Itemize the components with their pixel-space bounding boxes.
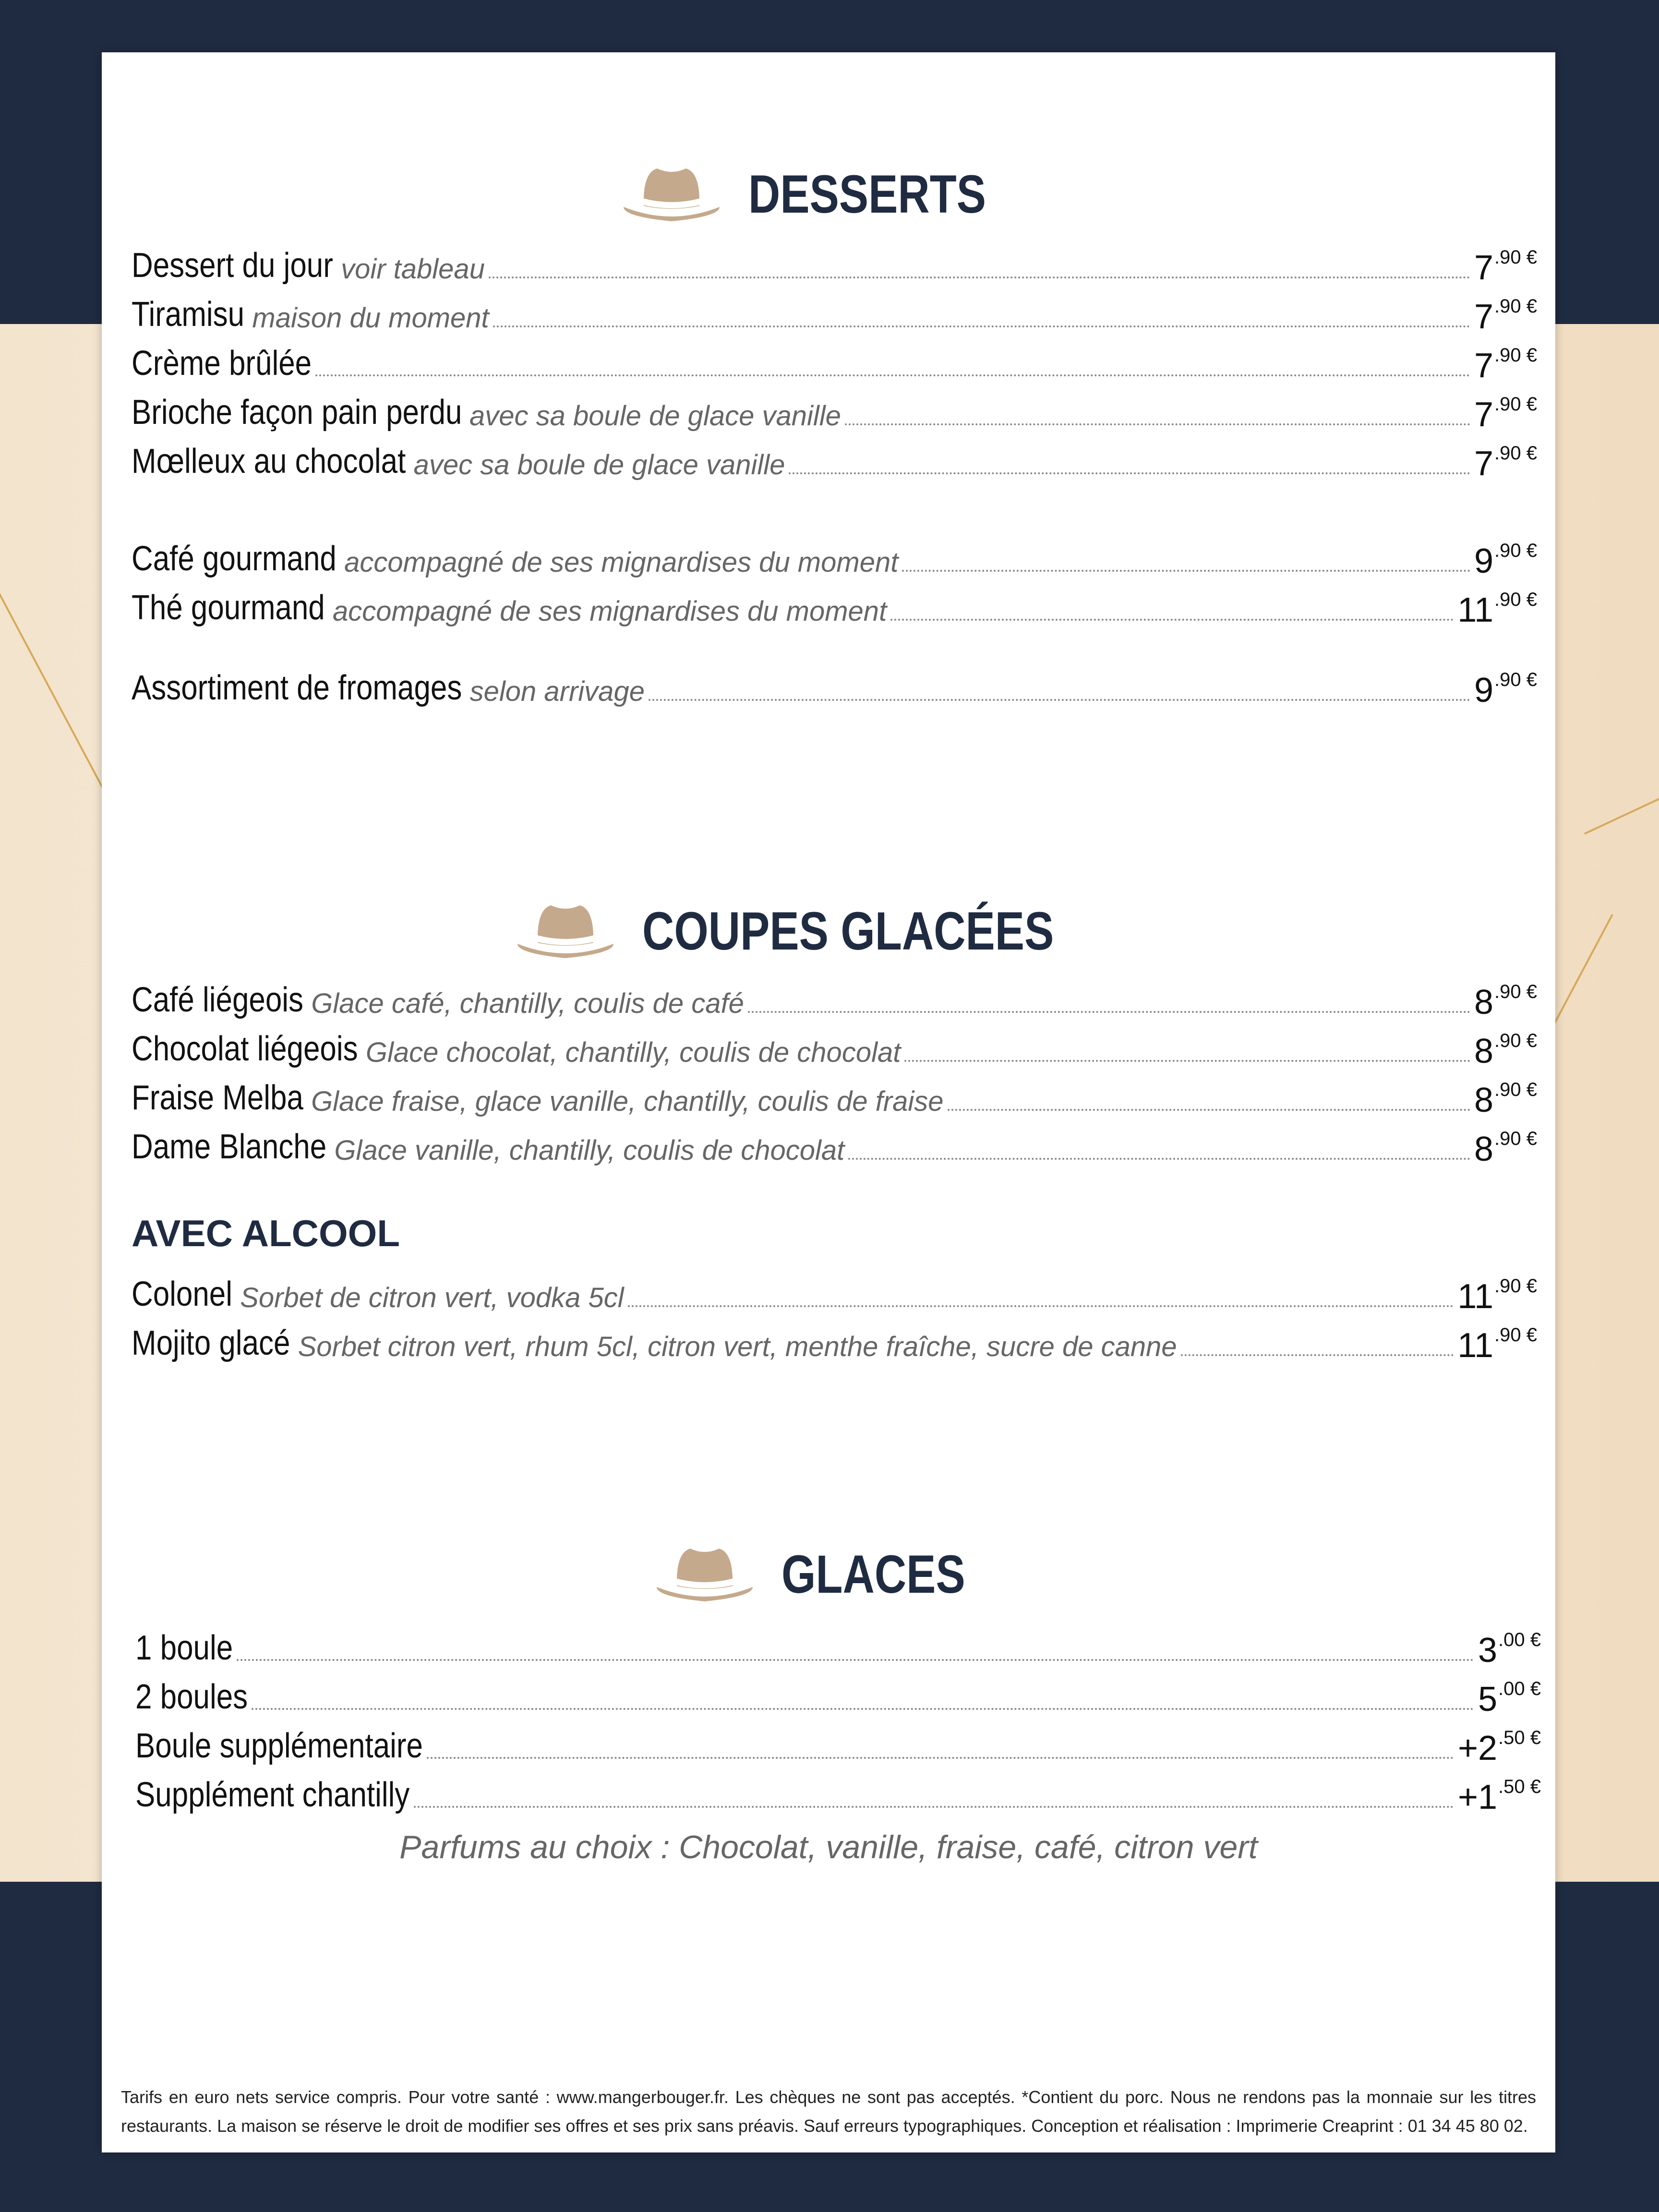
- dot-leader: [890, 619, 1454, 621]
- menu-item-price: [1474, 1030, 1537, 1070]
- dot-leader: [1181, 1354, 1454, 1356]
- menu-item-description: Glace chocolat, chantilly, coulis de chocolat: [365, 1037, 901, 1068]
- menu-item-price: [1474, 669, 1537, 709]
- price-main: 8: [1474, 1032, 1494, 1070]
- menu-item-name: Mœlleux au chocolat: [132, 442, 406, 481]
- dot-leader: [237, 1659, 1474, 1661]
- footer-legal-text: Tarifs en euro nets service compris. Pour votre santé : www.mangerbouger.fr. Les chèques ne sont pas acceptés. *Contient du porc. Nous ne rendons pas la monnaie sur les titres restaurants. La maison se réserve le droit de modifier ses offres et ses prix sans préavis. Sauf erreurs typographiques. Conception et réalisation : Imprimerie Creaprint : 01 34 45 80 02.: [121, 2087, 1536, 2136]
- menu-item-row: [135, 1767, 1541, 1815]
- menu-item-row: [135, 1669, 1541, 1717]
- menu-item-row: [132, 1118, 1537, 1166]
- menu-item-description: voir tableau: [341, 253, 485, 285]
- price-main: 3: [1478, 1631, 1498, 1670]
- dot-leader: [414, 1806, 1454, 1808]
- menu-item-name: Boule supplémentaire: [135, 1727, 423, 1765]
- menu-item-row: [132, 384, 1537, 432]
- menu-item-price: [1474, 247, 1537, 287]
- dot-leader: [649, 699, 1470, 701]
- flavors-note: Parfums au choix : Chocolat, vanille, fraise, café, citron vert: [399, 1829, 1258, 1865]
- menu-item-name: Assortiment de fromages: [132, 669, 462, 707]
- dot-leader: [789, 472, 1470, 474]
- menu-item-description: Sorbet citron vert, rhum 5cl, citron vert, menthe fraîche, sucre de canne: [298, 1331, 1177, 1362]
- menu-item-name: Café gourmand: [132, 540, 337, 578]
- section-title-label: GLACES: [781, 1544, 965, 1604]
- subheading-avec-alcool: AVEC ALCOOL: [132, 1212, 400, 1254]
- menu-item-row: [132, 530, 1537, 578]
- menu-item-description: Glace café, chantilly, coulis de café: [311, 988, 744, 1019]
- menu-item-price: [1474, 1079, 1537, 1119]
- price-cents: .90 €: [1494, 345, 1537, 366]
- decor-line: [0, 593, 117, 814]
- dot-leader: [315, 374, 1470, 376]
- menu-item-description: avec sa boule de glace vanille: [413, 449, 785, 481]
- price-main: 7: [1474, 445, 1494, 483]
- menu-item-name: Café liégeois: [132, 981, 303, 1019]
- dot-leader: [252, 1708, 1474, 1710]
- price-main: 9: [1474, 671, 1494, 709]
- dot-leader: [427, 1757, 1454, 1759]
- price-cents: .90 €: [1494, 1030, 1537, 1051]
- menu-item-row: [132, 237, 1537, 285]
- dot-leader: [845, 423, 1470, 425]
- menu-item-row: [132, 335, 1537, 383]
- menu-item-name: Supplément chantilly: [135, 1776, 410, 1814]
- price-cents: .90 €: [1494, 247, 1537, 268]
- menu-item-name: Colonel: [132, 1275, 232, 1313]
- menu-item-row: [135, 1718, 1541, 1766]
- menu-item-name: Brioche façon pain perdu: [132, 393, 462, 432]
- menu-item-description: maison du moment: [252, 302, 489, 334]
- menu-item-price: [1474, 540, 1537, 580]
- menu-item-price: [1474, 443, 1537, 483]
- menu-item-description: Glace fraise, glace vanille, chantilly, coulis de fraise: [311, 1086, 944, 1117]
- dot-leader: [948, 1109, 1470, 1111]
- price-cents: .90 €: [1494, 296, 1537, 317]
- menu-item-price: [1474, 1128, 1537, 1168]
- price-main: 8: [1474, 983, 1494, 1022]
- price-main: 5: [1478, 1680, 1498, 1719]
- price-main: 7: [1474, 347, 1494, 385]
- menu-item-row: [132, 286, 1537, 334]
- price-cents: .00 €: [1498, 1629, 1541, 1650]
- price-cents: .90 €: [1494, 1324, 1537, 1346]
- price-cents: .90 €: [1494, 394, 1537, 415]
- menu-item-row: [132, 1070, 1537, 1118]
- menu-item-name: Chocolat liégeois: [132, 1030, 358, 1068]
- price-cents: .50 €: [1498, 1776, 1541, 1797]
- menu-item-name: Thé gourmand: [132, 589, 325, 627]
- menu-item-price: [1457, 1275, 1537, 1316]
- menu-item-row: [132, 660, 1537, 708]
- price-cents: .90 €: [1494, 540, 1537, 561]
- menu-item-description: Sorbet de citron vert, vodka 5cl: [240, 1282, 624, 1313]
- dot-leader: [493, 325, 1470, 327]
- price-main: 9: [1474, 542, 1494, 580]
- menu-item-name: Mojito glacé: [132, 1324, 290, 1362]
- menu-item-row: [132, 579, 1537, 627]
- menu-item-price: [1457, 1776, 1541, 1816]
- menu-item-description: selon arrivage: [469, 676, 645, 707]
- dot-leader: [748, 1011, 1470, 1013]
- section-title-coupes: [102, 890, 1555, 972]
- price-cents: .90 €: [1494, 1079, 1537, 1100]
- price-main: 7: [1474, 249, 1494, 287]
- dot-leader: [848, 1158, 1470, 1160]
- menu-item-name: Crème brûlée: [132, 344, 312, 383]
- price-main: +2: [1457, 1729, 1498, 1767]
- price-cents: .00 €: [1498, 1678, 1541, 1699]
- menu-item-price: [1474, 394, 1537, 434]
- menu-item-row: [132, 1021, 1537, 1069]
- hat-icon: [513, 895, 618, 967]
- menu-item-name: 1 boule: [135, 1629, 233, 1667]
- menu-item-price: [1478, 1678, 1541, 1719]
- dot-leader: [628, 1305, 1454, 1307]
- menu-item-name: Tiramisu: [132, 295, 245, 334]
- price-cents: .90 €: [1494, 1128, 1537, 1149]
- price-main: +1: [1457, 1778, 1498, 1816]
- menu-item-name: Dame Blanche: [132, 1128, 327, 1166]
- price-main: 8: [1474, 1130, 1494, 1168]
- menu-item-description: Glace vanille, chantilly, coulis de chocolat: [334, 1135, 845, 1166]
- dot-leader: [489, 276, 1470, 278]
- menu-item-description: accompagné de ses mignardises du moment: [344, 547, 899, 578]
- menu-page: [102, 52, 1555, 2152]
- section-title-label: DESSERTS: [748, 164, 986, 224]
- menu-item-description: accompagné de ses mignardises du moment: [333, 596, 887, 627]
- price-main: 11: [1457, 1326, 1494, 1365]
- price-main: 11: [1457, 591, 1494, 629]
- menu-item-description: avec sa boule de glace vanille: [469, 400, 841, 432]
- menu-item-price: [1457, 1324, 1537, 1365]
- menu-item-row: [132, 1315, 1537, 1363]
- price-cents: .90 €: [1494, 589, 1537, 610]
- price-main: 8: [1474, 1081, 1494, 1119]
- price-main: 7: [1474, 298, 1494, 336]
- menu-item-price: [1474, 981, 1537, 1022]
- section-title-label: COUPES GLACÉES: [642, 901, 1054, 961]
- price-cents: .90 €: [1494, 669, 1537, 690]
- dot-leader: [904, 1060, 1470, 1062]
- hat-icon: [619, 158, 724, 230]
- section-title-desserts: [102, 153, 1555, 235]
- menu-item-price: [1457, 589, 1537, 629]
- hat-icon: [652, 1538, 757, 1610]
- menu-item-name: Fraise Melba: [132, 1079, 303, 1117]
- menu-item-price: [1474, 345, 1537, 385]
- price-cents: .90 €: [1494, 1275, 1537, 1297]
- menu-item-row: [132, 1266, 1537, 1314]
- menu-item-name: Dessert du jour: [132, 246, 333, 285]
- price-cents: .90 €: [1494, 981, 1537, 1002]
- menu-item-row: [132, 433, 1537, 481]
- price-cents: .50 €: [1498, 1727, 1541, 1748]
- menu-item-row: [132, 972, 1537, 1020]
- menu-item-price: [1478, 1629, 1541, 1670]
- price-main: 11: [1457, 1277, 1494, 1316]
- decor-line: [1584, 788, 1659, 835]
- menu-item-price: [1474, 296, 1537, 336]
- dot-leader: [902, 570, 1470, 572]
- price-main: 7: [1474, 396, 1494, 434]
- menu-item-name: 2 boules: [135, 1678, 248, 1716]
- menu-item-price: [1457, 1727, 1541, 1767]
- menu-item-row: [135, 1620, 1541, 1668]
- price-cents: .90 €: [1494, 443, 1537, 464]
- section-title-glaces: [102, 1533, 1555, 1615]
